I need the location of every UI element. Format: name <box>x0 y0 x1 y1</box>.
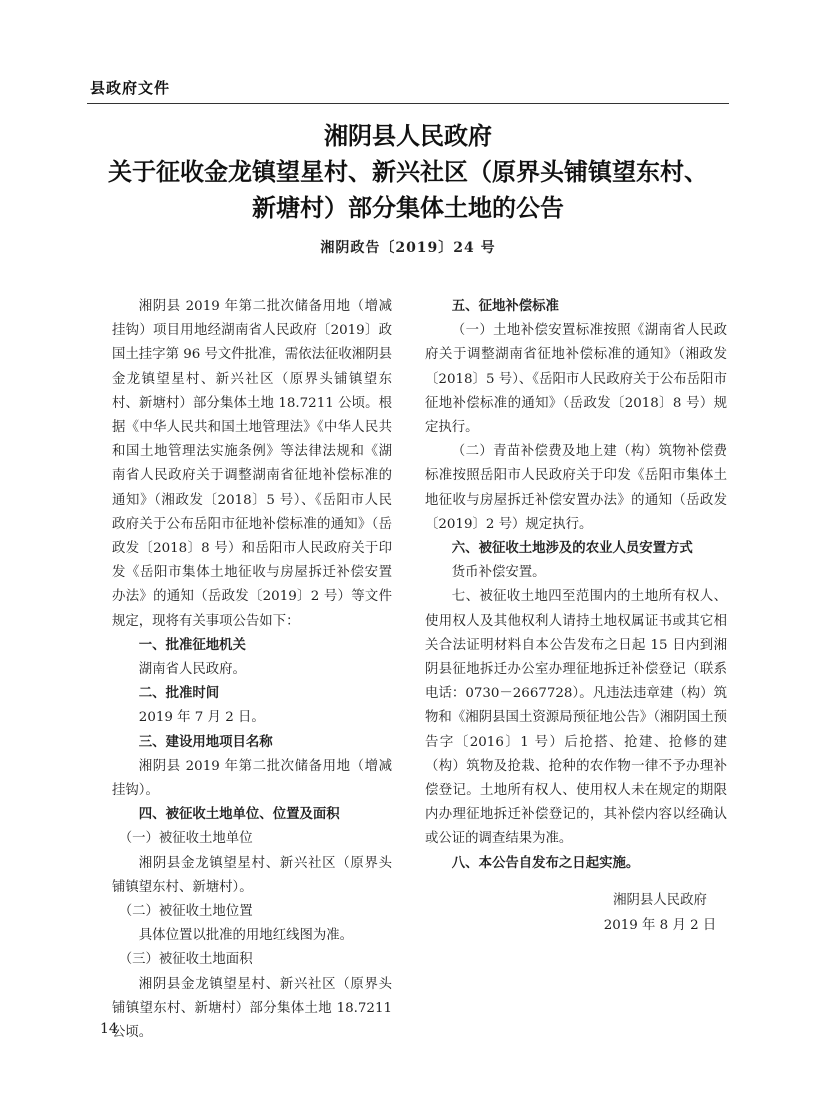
signature-date: 2019 年 8 月 2 日 <box>603 918 717 933</box>
title-line-1: 湘阴县人民政府 <box>324 121 492 150</box>
section-heading-1: 一、批准征地机关 <box>138 637 246 653</box>
section-label: 县政府文件 <box>90 79 171 97</box>
title-line-3: 新塘村）部分集体土地的公告 <box>252 193 564 222</box>
section-heading-2: 二、批准时间 <box>138 686 220 702</box>
header-divider <box>87 103 729 104</box>
section-heading-8: 八、本公告自发布之日起实施。 <box>451 855 640 871</box>
signature-issuer: 湘阴县人民政府 <box>613 893 707 908</box>
subsection-body-4-3: 湘阴县金龙镇望星村、新兴社区（原界头铺镇望东村、新塘村）部分集体土地 18.7211 公顷。 <box>112 976 392 1041</box>
right-column <box>425 295 727 876</box>
section-body-7: 七、被征收土地四至范围内的土地所有权人、使用权人及其他权利人请持土地权属证书或其它相关合法证明材料自本公告发布之日起 15 日内到湘阴县征地拆迁办公室办理征地拆迁补偿登记（联系电话：0730－2667728）。凡违法违章建（构）筑物和《湘阴县国土资源局预征地公告》（湘阴国土预告字〔2016〕1 号）后抢搭、抢建、抢修的建（构）筑物及抢栽、抢种的农作物一律不予办理补偿登记。土地所有权人、使用权人未在规定的期限内办理征地拆迁补偿登记的，其补偿内容以经确认或公证的调查结果为准。 <box>425 589 727 847</box>
subsection-body-4-2: 具体位置以批准的用地红线图为准。 <box>138 928 354 944</box>
intro-paragraph: 湘阴县 2019 年第二批次储备用地（增减挂钩）项目用地经湖南省人民政府〔2019〕政国土挂字第 96 号文件批准，需依法征收湘阴县金龙镇望星村、新兴社区（原界头铺镇望东村、新塘村）部分集体土地 18.7211 公顷。根据《中华人民共和国土地管理法》《中华人民共和国土地管理法实施条例》等法律法规和《湖南省人民政府关于调整湖南省征地补偿标准的通知》（湘政发〔2018〕5 号）、《岳阳市人民政府关于公布岳阳市征地补偿标准的通知》（岳政发〔2018〕8 号）和岳阳市人民政府关于印发《岳阳市集体土地征收与房屋拆迁补偿安置办法》的通知（岳政发〔2019〕2 号）等文件规定，现将有关事项公告如下： <box>112 299 392 629</box>
subsection-heading-4-3: （三）被征收土地面积 <box>118 952 253 968</box>
section-body-1: 湖南省人民政府。 <box>138 662 246 678</box>
section-body-6: 货币补偿安置。 <box>451 565 546 581</box>
subsection-heading-4-1: （一）被征收土地单位 <box>118 831 253 847</box>
subsection-heading-4-2: （二）被征收土地位置 <box>118 904 253 920</box>
section-body-3: 湘阴县 2019 年第二批次储备用地（增减挂钩）。 <box>112 758 392 799</box>
section-heading-6: 六、被征收土地涉及的农业人员安置方式 <box>451 541 693 557</box>
section-body-5-1: （一）土地补偿安置标准按照《湖南省人民政府关于调整湖南省征地补偿标准的通知》（湘政发〔2018〕5 号）、《岳阳市人民政府关于公布岳阳市征地补偿标准的通知》（岳政发〔2018〕8 号）规定执行。 <box>425 323 727 436</box>
page-number: 14 <box>100 1021 118 1037</box>
document-number: 湘阴政告〔2019〕24 号 <box>320 240 496 256</box>
subsection-body-4-1: 湘阴县金龙镇望星村、新兴社区（原界头铺镇望东村、新塘村）。 <box>112 855 392 895</box>
title-line-2: 关于征收金龙镇望星村、新兴社区（原界头铺镇望东村、 <box>108 157 708 186</box>
left-column <box>112 295 392 1045</box>
section-heading-3: 三、建设用地项目名称 <box>138 734 273 750</box>
section-heading-4: 四、被征收土地单位、位置及面积 <box>138 807 340 823</box>
page-title <box>87 118 729 226</box>
section-body-2: 2019 年 7 月 2 日。 <box>138 710 265 726</box>
section-body-5-2: （二）青苗补偿费及地上建（构）筑物补偿费标准按照岳阳市人民政府关于印发《岳阳市集体土地征收与房屋拆迁补偿安置办法》的通知（岳政发〔2019〕2 号）规定执行。 <box>425 444 727 532</box>
section-heading-5: 五、征地补偿标准 <box>451 299 559 314</box>
